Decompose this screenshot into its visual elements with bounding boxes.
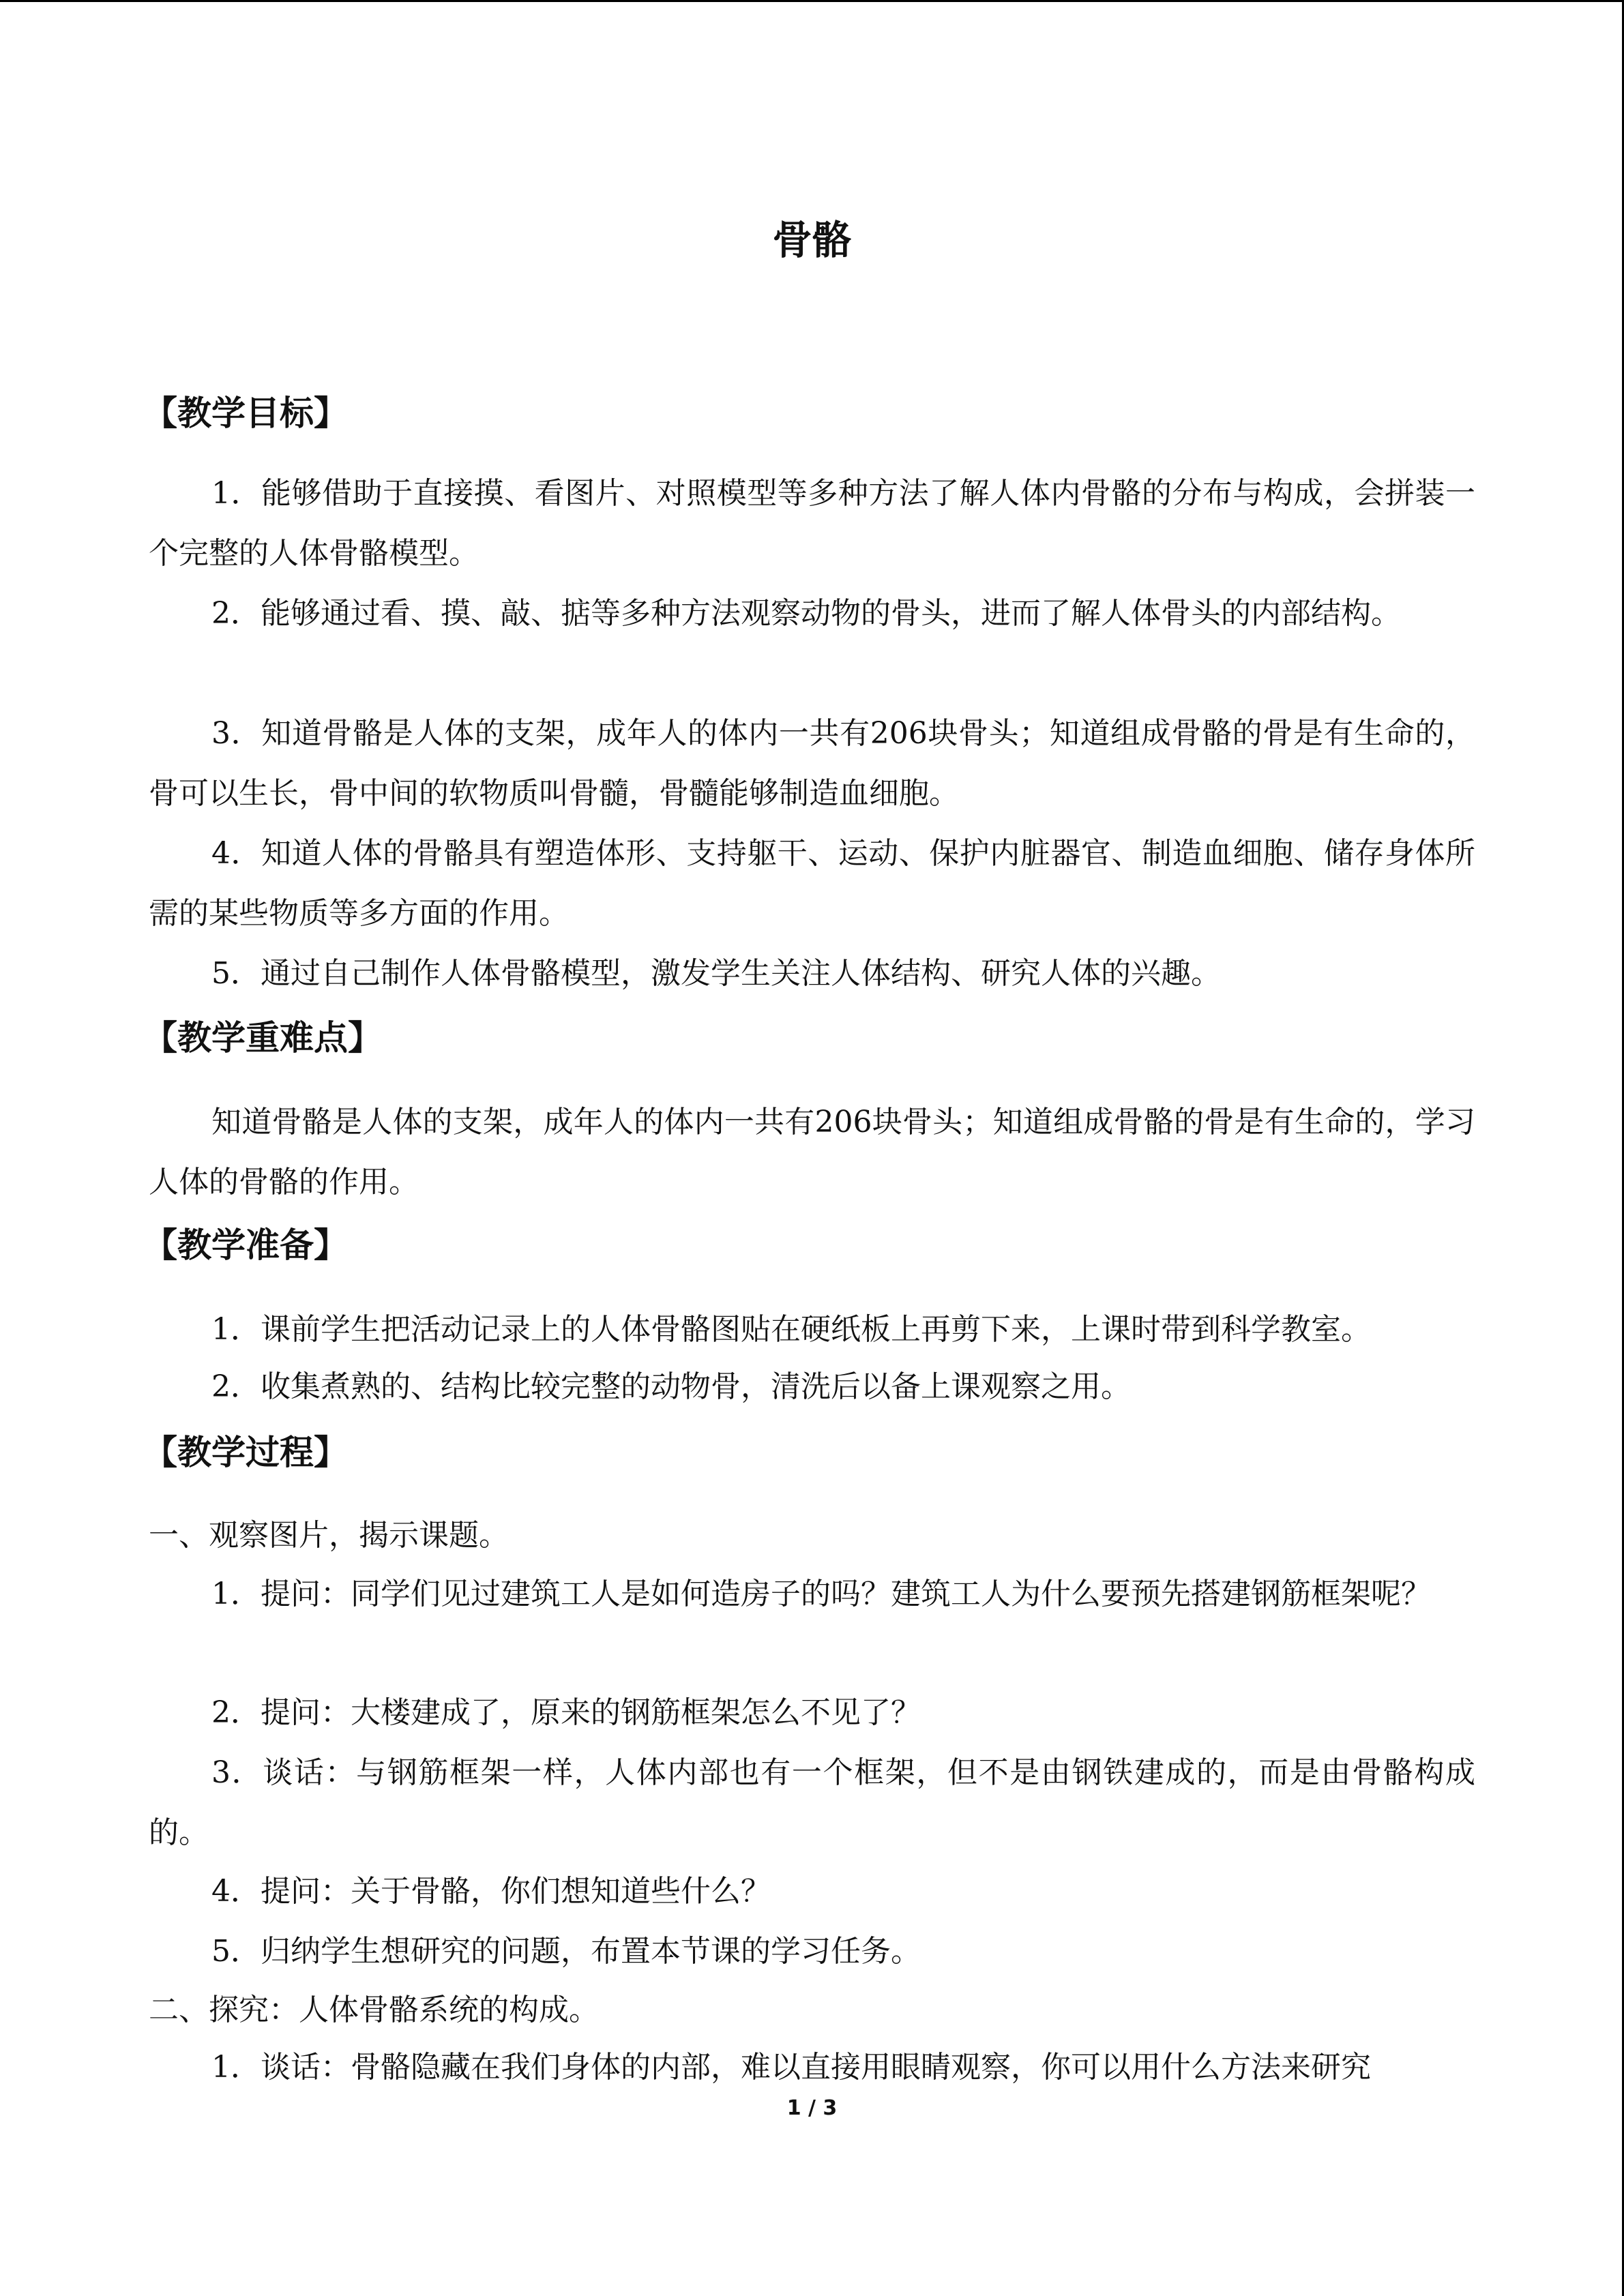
heading-process: 【教学过程】 bbox=[143, 1433, 348, 1472]
goal-item-4: 4．知道人体的骨骼具有塑造体形、支持躯干、运动、保护内脏器官、制造血细胞、储存身体所需的某些物质等多方面的作用。 bbox=[149, 836, 1475, 931]
preparation-item-2: 2．收集煮熟的、结构比较完整的动物骨，清洗后以备上课观察之用。 bbox=[211, 1369, 1131, 1404]
page-top-border bbox=[0, 0, 1624, 2]
goal-item-1: 1．能够借助于直接摸、看图片、对照模型等多种方法了解人体内骨骼的分布与构成，会拼装一个完整的人体骨骼模型。 bbox=[149, 476, 1475, 571]
goal-item-3: 3．知道骨骼是人体的支架，成年人的体内一共有206块骨头；知道组成骨骼的骨是有生命的，骨可以生长，骨中间的软物质叫骨髓，骨髓能够制造血细胞。 bbox=[149, 716, 1475, 811]
preparation-item-1: 1．课前学生把活动记录上的人体骨骼图贴在硬纸板上再剪下来，上课时带到科学教室。 bbox=[211, 1312, 1371, 1347]
heading-preparation: 【教学准备】 bbox=[143, 1225, 348, 1265]
process-part2-title: 二、探究：人体骨骼系统的构成。 bbox=[149, 1993, 599, 2027]
document-title: 骨骼 bbox=[772, 217, 852, 263]
process-part1-item-4: 4．提问：关于骨骼，你们想知道些什么？ bbox=[211, 1874, 771, 1909]
page-number: 1 / 3 bbox=[786, 2096, 838, 2120]
goal-item-5: 5．通过自己制作人体骨骼模型，激发学生关注人体结构、研究人体的兴趣。 bbox=[211, 956, 1221, 991]
key-points-text: 知道骨骼是人体的支架，成年人的体内一共有206块骨头；知道组成骨骼的骨是有生命的，学习人体的骨骼的作用。 bbox=[149, 1105, 1475, 1199]
goal-item-2: 2．能够通过看、摸、敲、掂等多种方法观察动物的骨头，进而了解人体骨头的内部结构。 bbox=[211, 596, 1401, 631]
process-part1-item-5: 5．归纳学生想研究的问题，布置本节课的学习任务。 bbox=[211, 1934, 921, 1969]
heading-key-points: 【教学重难点】 bbox=[143, 1018, 382, 1058]
heading-teaching-goals: 【教学目标】 bbox=[143, 393, 348, 433]
process-part1-item-1: 1．提问：同学们见过建筑工人是如何造房子的吗？建筑工人为什么要预先搭建钢筋框架呢？ bbox=[211, 1577, 1431, 1611]
process-part2-item-1: 1．谈话：骨骼隐藏在我们身体的内部，难以直接用眼睛观察，你可以用什么方法来研究 bbox=[211, 2050, 1371, 2085]
process-part1-item-3: 3．谈话：与钢筋框架一样，人体内部也有一个框架，但不是由钢铁建成的，而是由骨骼构成的。 bbox=[149, 1755, 1475, 1850]
process-part1-item-2: 2．提问：大楼建成了，原来的钢筋框架怎么不见了？ bbox=[211, 1695, 921, 1730]
process-part1-title: 一、观察图片，揭示课题。 bbox=[149, 1518, 509, 1553]
